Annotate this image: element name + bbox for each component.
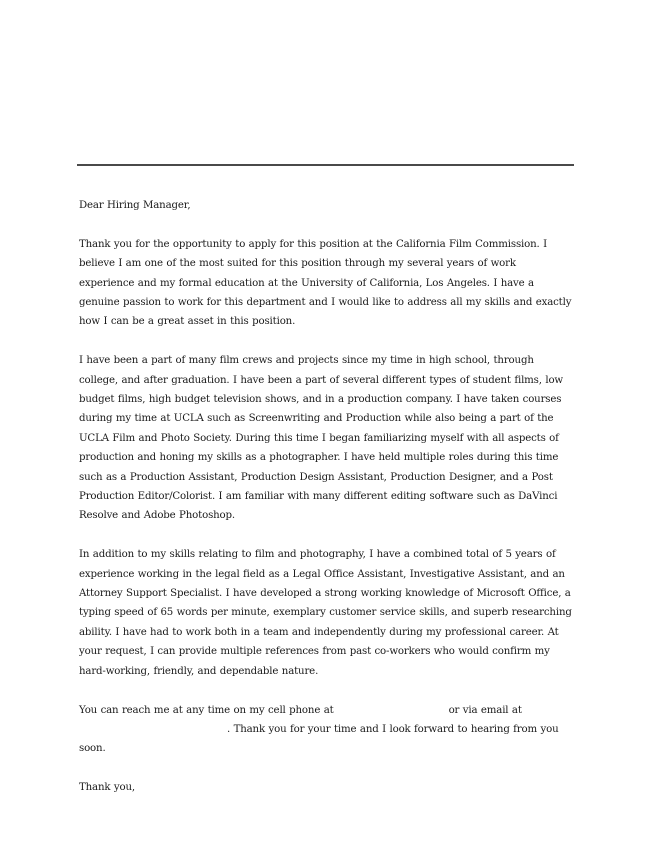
paragraph-intro: Thank you for the opportunity to apply for this position at the California Film Commission. I believe I am one of the most suited for this position through my several years of work experience and my formal education at the University of California, Los Angeles. I have a genuine passion to work for this department and I would like to address all my skills and exactly how I can be a great asset in this position. [79, 238, 572, 328]
signature-line [79, 798, 574, 819]
cover-letter-body [79, 196, 574, 819]
contact-email-intro-text: or via email at [448, 704, 522, 716]
paragraph-legal-experience: In addition to my skills relating to film and photography, I have a combined total of 5 years of experience working in the legal field as a Legal Office Assistant, Investigative Assistant, and an Attorney Support Specialist. I have developed a strong working knowledge of Microsoft Office, a typing speed of 65 words per minute, exemplary customer service skills, and superb researching ability. I have had to work both in a team and independently during my professional career. At your request, I can provide multiple references from past co-workers who would confirm my hard-working, friendly, and dependable nature. [79, 549, 572, 677]
closing-block [79, 778, 574, 819]
redacted-signature-name [79, 798, 139, 812]
contact-intro-text: You can reach me at any time on my cell phone at [79, 704, 334, 716]
paragraph-film-experience: I have been a part of many film crews and projects since my time in high school, through college, and after graduation. I have been a part of several different types of student films, low budget films, high budget television shows, and in a production company. I have taken courses during my time at UCLA such as Screenwriting and Production while also being a part of the UCLA Film and Photo Society. During this time I began familiarizing myself with all aspects of production and honing my skills as a photographer. I have held multiple roles during this time such as a Production Assistant, Production Design Assistant, Production Designer, and a Post Production Editor/Colorist. I am familiar with many different editing software such as DaVinci Resolve and Adobe Photoshop. [79, 355, 563, 522]
salutation: Dear Hiring Manager, [79, 200, 191, 211]
closing-line: Thank you, [79, 782, 135, 794]
paragraph-contact [79, 701, 574, 759]
contact-outro-text: . Thank you for your time and I look forward to hearing from you soon. [79, 723, 559, 755]
header-divider-rule [77, 164, 574, 166]
